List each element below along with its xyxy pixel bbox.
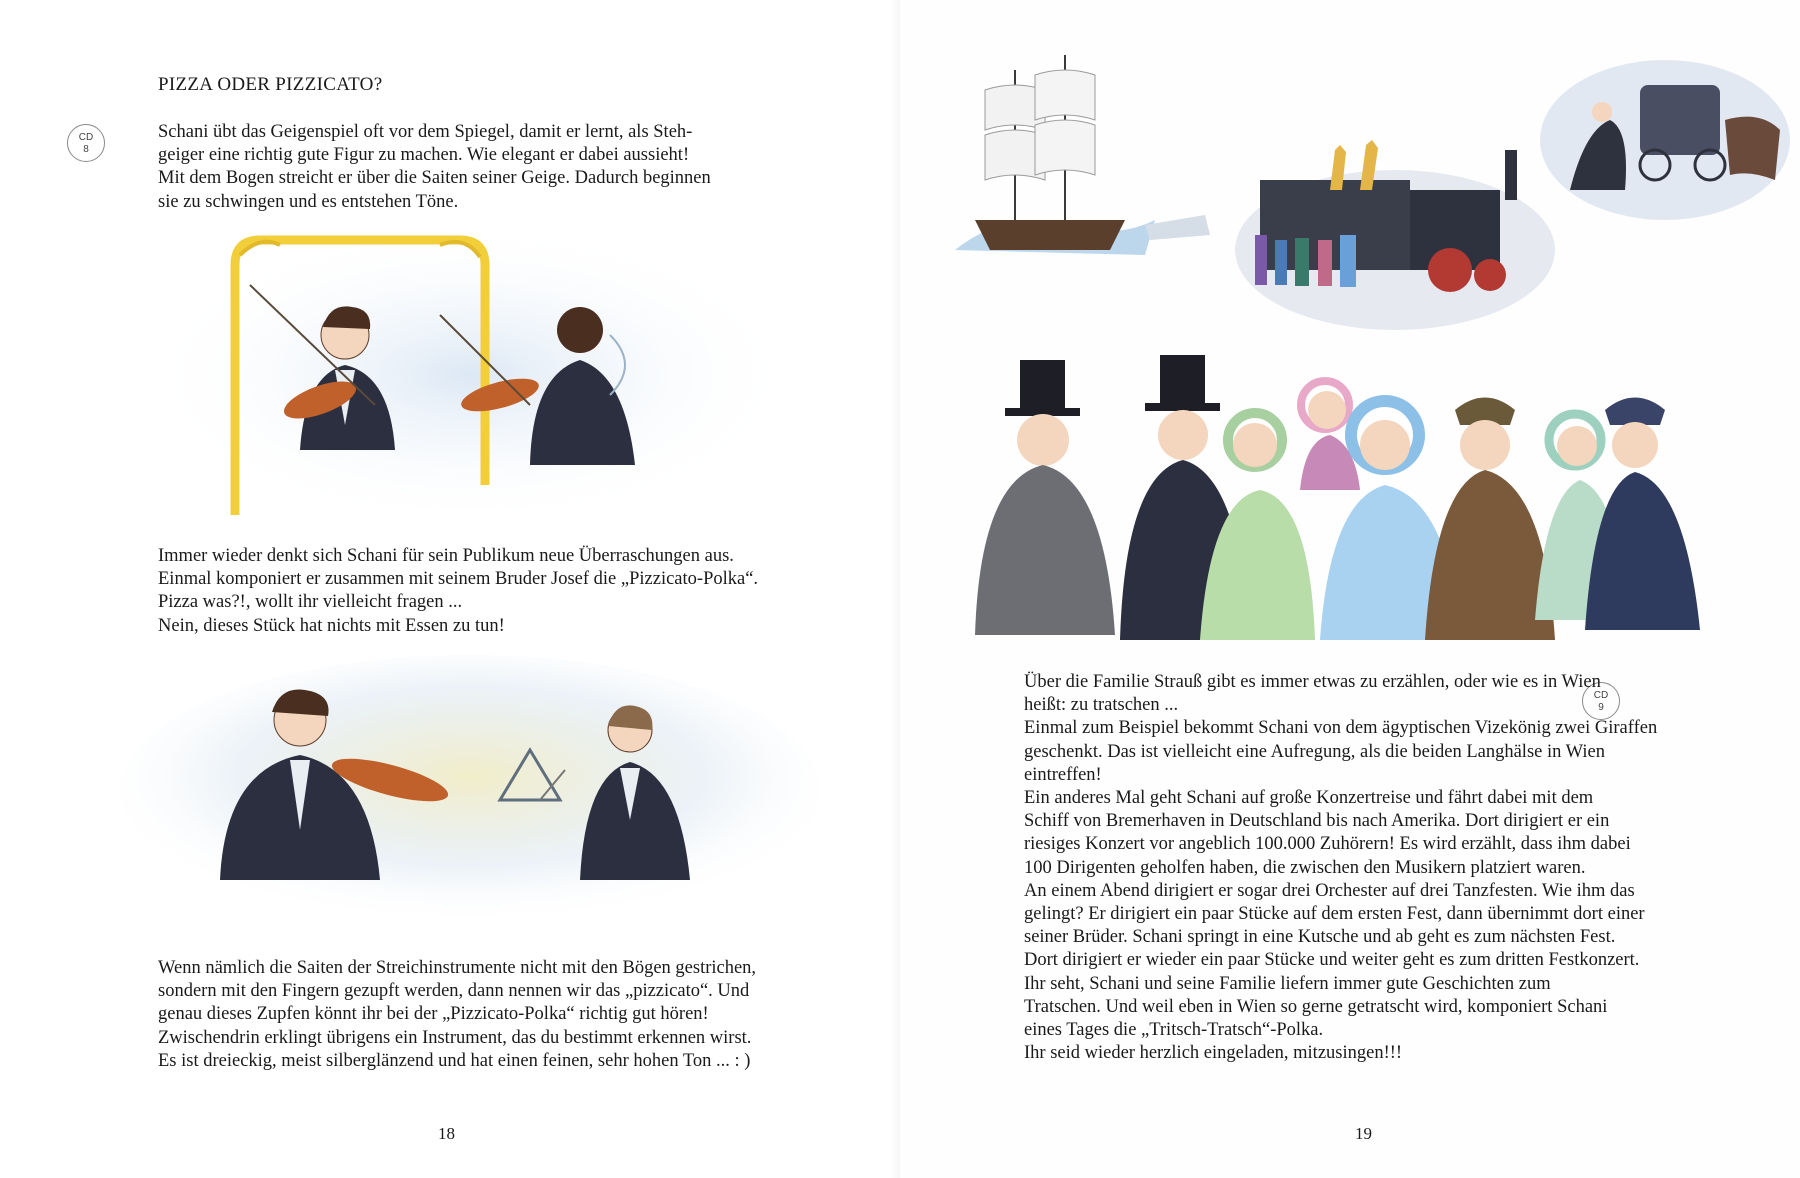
gossip-paragraph: Über die Familie Strauß gibt es immer etwas zu erzählen, oder wie es in Wien heißt: zu tratschen ... Einmal zum Beispiel bekommt Schani von dem ägyptischen Vizekönig zwei Giraffen geschenkt. Das ist vielleicht eine Aufregung, als die beiden Langhälse in Wien eintreffen! Ein anderes Mal geht Schani auf große Konzertreise und fährt dabei mit dem Schiff von Bremerhaven in Deutschland bis nach Amerika. Dort dirigiert er ein riesiges Konzert vor angeblich 100.000 Zuhörern! Es wird erzählt, dass ihm dabei 100 Dirigenten geholfen haben, die zwischen den Musikern platziert waren. An einem Abend dirigiert er sogar drei Orchester auf drei Tanzfesten. Wie ihm das gelingt? Er dirigiert ein paar Stücke auf dem ersten Fest, dann übernimmt dort einer seiner Brüder. Schani springt in eine Kutsche und ab geht es zum nächsten Fest. Dort dirigiert er wieder ein paar Stücke und weiter geht es zum dritten Festkonzert. Ihr seht, Schani und seine Familie liefern immer gute Geschichten zum Tratschen. Und weil eben in Wien so gerne getratscht wird, komponiert Schani eines Tages die „Tritsch-Tratsch“-Polka. Ihr seid wieder herzlich eingeladen, mitzusingen!!! bbox=[1024, 672, 1658, 1064]
intro-paragraph: Schani übt das Geigenspiel oft vor dem Spiegel, damit er lernt, als Steh- geiger eine richtig gute Figur zu machen. Wie elegant er dabei aussieht! Mit dem Bogen streicht er über die Saiten seiner Geige. Dadurch beginnen sie zu schwingen und es entstehen Töne. bbox=[158, 122, 711, 212]
right-page bbox=[900, 0, 1800, 1178]
gossip-crowd-illustration bbox=[945, 350, 1765, 650]
cd-badge-number: 9 bbox=[1598, 702, 1604, 713]
page-number-right: 19 bbox=[1355, 1124, 1372, 1143]
pizzicato-polka-paragraph: Immer wieder denkt sich Schani für sein Publikum neue Überraschungen aus. Einmal komponiert er zusammen mit seinem Bruder Josef die „Pizzicato-Polka“. Pizza was?!, wollt ihr vielleicht fragen ... Nein, dieses Stück hat nichts mit Essen zu tun! bbox=[158, 546, 759, 636]
carriage-illustration bbox=[1540, 60, 1790, 220]
train-giraffes-illustration bbox=[1240, 130, 1550, 330]
violinist-triangle-illustration bbox=[110, 650, 830, 930]
cd-badge-label: CD bbox=[78, 132, 94, 143]
cd-track-badge-8 bbox=[67, 124, 105, 162]
cd-badge-number: 8 bbox=[83, 144, 89, 155]
section-heading: PIZZA ODER PIZZICATO? bbox=[158, 74, 383, 95]
sailing-ship-illustration bbox=[945, 50, 1215, 265]
explanation-paragraph: Wenn nämlich die Saiten der Streichinstrumente nicht mit den Bögen gestrichen, sondern mit den Fingern gezupft werden, dann nennen wir das „pizzicato“. Und genau dieses Zupfen könnt ihr bei der „Pizzicato-Polka“ richtig gut hören! Zwischendrin erklingt übrigens ein Instrument, das du bestimmt erkennen wirst. Es ist dreieckig, meist silberglänzend und hat einen feinen, sehr hohen Ton ... : ) bbox=[158, 958, 757, 1071]
mirror-violinist-illustration bbox=[140, 225, 760, 525]
cd-badge-label: CD bbox=[1593, 690, 1609, 701]
page-number-left: 18 bbox=[438, 1124, 455, 1143]
